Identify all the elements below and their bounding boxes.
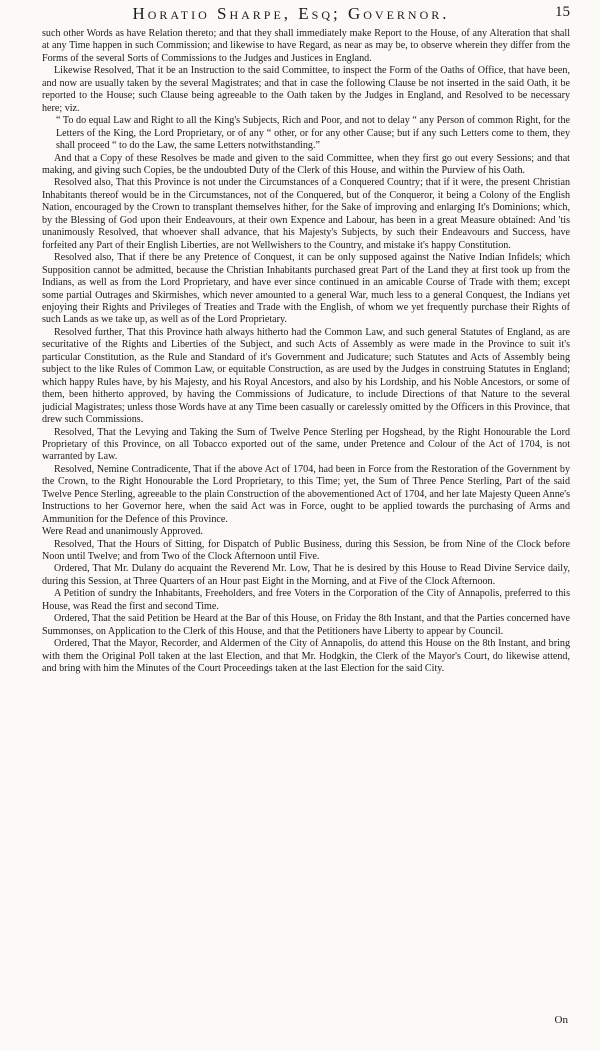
- paragraph-copy-of-resolves: And that a Copy of these Resolves be made and given to the said Committee, when they first go out every Sessions; and that making, and giving such Copies, be the undoubted Duty of the Clerk of this House, and within the Purview of his Oath.: [42, 152, 570, 176]
- paragraph-likewise-resolved: Likewise Resolved, That it be an Instruction to the said Committee, to inspect the Form of the Oaths of Office, that have been, and now are usually taken by the several Magistrates; and that in case the following Clause be not inserted in the said Oath, it be reported to the House; such Clause being agreeable to the Oath taken by the Judges in England, and Resolved to be necessary here; viz.: [42, 65, 570, 114]
- paragraph-resolved-conquered-country: Resolved also, That this Province is not under the Circumstances of a Conquered Country; that if it were, the present Christian Inhabitants thereof would be in the Circumstances, not of the Conquered, but of the Conqueror, it being a Colony of the English Nation, encouraged by the Crown to transplant themselves hither, for the Sake of improving and enlarging It's Dominions; which, by the Blessing of God upon their Endeavours, at their own Expence and Labour, has been in a great Measure obtained: And 'tis unanimously Resolved, that whoever shall advance, that his Majesty's Subjects, by such their Endeavours and Success, have forfeited any Part of their English Liberties, are not Wellwishers to the Country, and mistake it's happy Constitution.: [42, 177, 570, 251]
- paragraph-read-and-approved: Were Read and unanimously Approved.: [42, 526, 203, 538]
- paragraph-resolved-common-law: Resolved further, That this Province hath always hitherto had the Common Law, and such general Statutes of England, as are securitative of the Rights and Liberties of the Subject, and such Acts of Assembly as were made in the Province to suit it's particular Constitution, as the Rule and Standard of it's Government and Judicature; such Statutes and Acts of Assembly being subject to the like Rules of Common Law, or equitable Construction, as are used by the Judges in construing Statutes in England; which happy Rules have, by his Majesty, and his Royal Ancestors, and also by his Lordship, and his Noble Ancestors, or some of them, been hitherto approved, by having the Commissions of Judicature, to include Directions of that Nature to the several judicial Magistrates; unless those Words have at any Time been casually or carelessly omitted by the Officers in this Province, that drew such Commissions.: [42, 326, 570, 426]
- page-number: 15: [555, 4, 570, 20]
- paragraph-ordered-divine-service: Ordered, That Mr. Dulany do acquaint the Reverend Mr. Low, That he is desired by this House to Read Divine Service daily, during this Session, at Three Quarters of an Hour past Eight in the Morning, and at Five of the Clock Afternoon.: [42, 563, 570, 587]
- running-head: [42, 4, 570, 26]
- body-text: [42, 28, 570, 676]
- paragraph-continuation: such other Words as have Relation thereto; and that they shall immediately make Report to the House, of any Alteration that shall at any Time happen in such Commission; and likewise to have Regard, as near as may be, to observe wherein they differ from the Forms of the several Sorts of Commissions to the Judges and Justices in England.: [42, 28, 570, 64]
- running-title: Horatio Sharpe, Esq; Governor.: [132, 4, 450, 23]
- catchword: On: [554, 1014, 568, 1026]
- paragraph-resolved-twelve-pence: Resolved, That the Levying and Taking the Sum of Twelve Pence Sterling per Hogshead, by the Right Honourable the Lord Proprietary of this Province, on all Tobacco exported out of the same, under Pretence and Colour of the Act of 1704, is not warranted by Law.: [42, 426, 570, 463]
- paragraph-hours-of-sitting: Resolved, That the Hours of Sitting, for Dispatch of Public Business, during this Session, be from Nine of the Clock before Noon until Twelve; and from Two of the Clock Afternoon until Five.: [42, 538, 570, 563]
- paragraph-ordered-petition-heard: Ordered, That the said Petition be Heard at the Bar of this House, on Friday the 8th Instant, and that the Parties concerned have Summonses, on Application to the Clerk of this House, and that the Petitioners have Liberty to appear by Council.: [42, 613, 570, 637]
- paragraph-petition-annapolis: A Petition of sundry the Inhabitants, Freeholders, and free Voters in the Corporation of the City of Annapolis, preferred to this House, was Read the first and second Time.: [42, 588, 570, 612]
- paragraph-ordered-mayor-attend: Ordered, That the Mayor, Recorder, and Aldermen of the City of Annapolis, do attend this House on the 8th Instant, and bring with them the Original Poll taken at the last Election, and that Mr. Hodgkin, the Clerk of the Mayor's Court, do likewise attend, and bring with him the Minutes of the Court Proceedings taken at the last Election for the said City.: [42, 638, 570, 675]
- paragraph-resolved-pretence-of-conquest: Resolved also, That if there be any Pretence of Conquest, it can be only supposed against the Native Indian Infidels; which Supposition cannot be admitted, because the Christian Inhabitants purchased great Part of the Land they at first took up from the Indians, as well as from the Lord Proprietary, and have ever since continued in an amicable Course of Trade with them; except some partial Outrages and Skirmishes, which never amounted to a general War, much less to a general Conquest, the Indians yet enjoying their Rights and Privileges of Treaties and Trade with the English, of whom we yet frequently purchase their Rights of such Lands as we take up, as well as of the Lord Proprietary.: [42, 252, 570, 326]
- oath-quotation: “ To do equal Law and Right to all the King's Subjects, Rich and Poor, and not to delay “ any Person of common Right, for the Letters of the King, the Lord Proprietary, or of any “ other, or for any other Cause; but if any such Letters come to them, they shall proceed “ to do the Law, the same Letters notwithstanding.”: [56, 115, 570, 152]
- paragraph-resolved-nemine-contradicente: Resolved, Nemine Contradicente, That if the above Act of 1704, had been in Force from the Restoration of the Government by the Crown, to the Right Honourable the Lord Proprietary, to this Time; yet, the Sum of Three Pence Sterling, Part of the said Twelve Pence Sterling, agreeable to the plain Construction of the abovementioned Act of 1704, and her late Majesty Queen Anne's Instructions to her Governor here, when the said Act was in Force, ought to be applied towards the purchasing of Arms and Ammunition for the Defence of this Province.: [42, 463, 570, 525]
